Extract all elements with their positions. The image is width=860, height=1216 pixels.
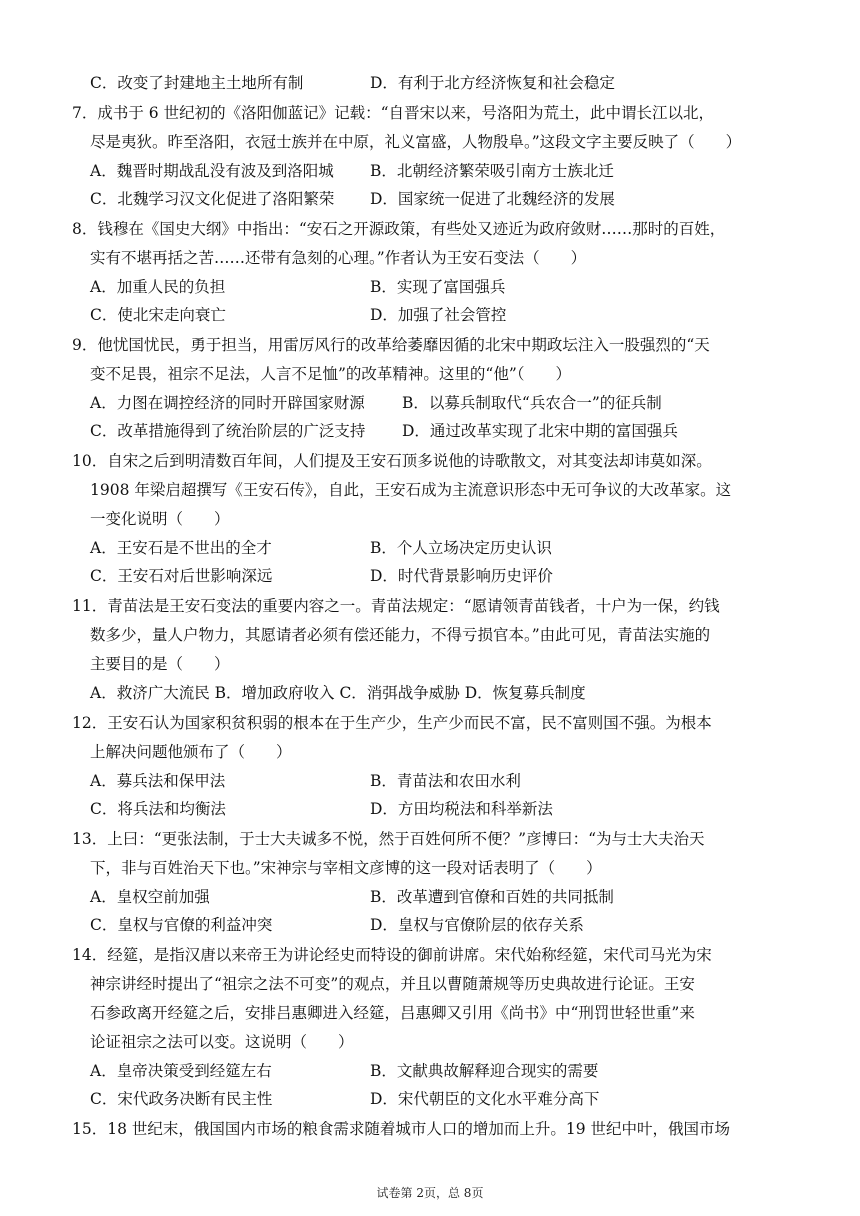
q8-stem-line2: 实有不堪再括之苦……还带有急刻的心理。”作者认为王安石变法（ ） bbox=[90, 249, 587, 267]
q7-option-a: A．魏晋时期战乱没有波及到洛阳城 bbox=[90, 162, 334, 180]
q14-stem-line2: 神宗讲经时提出了“祖宗之法不可变”的观点，并且以曹随萧规等历史典故进行论证。王安 bbox=[90, 975, 695, 993]
q7-stem-line1: 7．成书于 6 世纪初的《洛阳伽蓝记》记载：“自晋宋以来，号洛阳为荒土，此中谓长江以北， bbox=[72, 104, 715, 122]
q12-stem-line1: 12．王安石认为国家积贫积弱的根本在于生产少，生产少而民不富，民不富则国不强。为根本 bbox=[72, 714, 712, 732]
q7-option-c: C．北魏学习汉文化促进了洛阳繁荣 bbox=[90, 190, 335, 208]
q10-option-c: C．王安石对后世影响深远 bbox=[90, 567, 273, 585]
q14-option-a: A．皇帝决策受到经筵左右 bbox=[90, 1062, 272, 1080]
q14-stem-line3: 石参政离开经筵之后，安排吕惠卿进入经筵，吕惠卿又引用《尚书》中“刑罚世轻世重”来 bbox=[90, 1004, 695, 1022]
q10-option-d: D．时代背景影响历史评价 bbox=[370, 567, 553, 585]
q11-stem-line2: 数多少，量人户物力，其愿请者必须有偿还能力，不得亏损官本。”由此可见，青苗法实施的 bbox=[90, 626, 711, 644]
q8-stem-line1: 8．钱穆在《国史大纲》中指出：“安石之开源政策，有些处又迹近为政府敛财……那时的百姓， bbox=[72, 220, 726, 238]
q9-stem-line2: 变不足畏，祖宗不足法，人言不足恤”的改革精神。这里的“他”（ ） bbox=[90, 365, 572, 383]
q9-option-d: D．通过改革实现了北宋中期的富国强兵 bbox=[402, 422, 678, 440]
q14-stem-line1: 14．经筵，是指汉唐以来帝王为讲论经史而特设的御前讲席。宋代始称经筵，宋代司马光为宋 bbox=[72, 946, 712, 964]
q6-option-c: C．改变了封建地主土地所有制 bbox=[90, 74, 304, 92]
q14-stem-line4: 论证祖宗之法可以变。这说明（ ） bbox=[90, 1033, 354, 1051]
q11-stem-line1: 11．青苗法是王安石变法的重要内容之一。青苗法规定：“愿请领青苗钱者，十户为一保，约钱 bbox=[72, 597, 720, 615]
q13-option-d: D．皇权与官僚阶层的依存关系 bbox=[370, 916, 584, 934]
q14-option-c: C．宋代政务决断有民主性 bbox=[90, 1090, 273, 1108]
q9-option-a: A．力图在调控经济的同时开辟国家财源 bbox=[90, 394, 365, 412]
q14-option-b: B．文献典故解释迎合现实的需要 bbox=[370, 1062, 599, 1080]
q8-option-b: B．实现了富国强兵 bbox=[370, 278, 506, 296]
q8-option-d: D．加强了社会管控 bbox=[370, 306, 507, 324]
q12-option-b: B．青苗法和农田水利 bbox=[370, 772, 521, 790]
q9-option-b: B．以募兵制取代“兵农合一”的征兵制 bbox=[402, 394, 662, 412]
q15-stem-line1: 15．18 世纪末，俄国国内市场的粮食需求随着城市人口的增加而上升。19 世纪中叶，俄国市场 bbox=[72, 1120, 731, 1138]
q7-option-b: B．北朝经济繁荣吸引南方士族北迁 bbox=[370, 162, 614, 180]
q10-stem-line2: 1908 年梁启超撰写《王安石传》，自此，王安石成为主流意识形态中无可争议的大改革家。这 bbox=[90, 481, 732, 499]
q10-stem-line3: 一变化说明（ ） bbox=[90, 510, 230, 528]
q13-option-a: A．皇权空前加强 bbox=[90, 888, 210, 906]
q12-option-a: A．募兵法和保甲法 bbox=[90, 772, 226, 790]
q10-option-b: B．个人立场决定历史认识 bbox=[370, 539, 552, 557]
q14-option-d: D．宋代朝臣的文化水平难分高下 bbox=[370, 1090, 600, 1108]
q12-stem-line2: 上解决问题他颁布了（ ） bbox=[90, 743, 292, 761]
q8-option-a: A．加重人民的负担 bbox=[90, 278, 226, 296]
q13-stem-line2: 下，非与百姓治天下也。”宋神宗与宰相文彦博的这一段对话表明了（ ） bbox=[90, 859, 602, 877]
q13-stem-line1: 13．上曰：“更张法制，于士大夫诚多不悦，然于百姓何所不便？”彦博曰：“为与士大夫治天 bbox=[72, 830, 705, 848]
q6-option-d: D．有利于北方经济恢复和社会稳定 bbox=[370, 74, 615, 92]
q9-stem-line1: 9．他忧国忧民，勇于担当，用雷厉风行的改革给萎靡因循的北宋中期政坛注入一股强烈的“天 bbox=[72, 336, 710, 354]
q11-options: A．救济广大流民 B．增加政府收入 C．消弭战争威胁 D．恢复募兵制度 bbox=[90, 684, 586, 702]
q12-option-c: C．将兵法和均衡法 bbox=[90, 800, 226, 818]
q13-option-c: C．皇权与官僚的利益冲突 bbox=[90, 916, 273, 934]
q9-option-c: C．改革措施得到了统治阶层的广泛支持 bbox=[90, 422, 366, 440]
q11-stem-line3: 主要目的是（ ） bbox=[90, 655, 230, 673]
q12-option-d: D．方田均税法和科举新法 bbox=[370, 800, 553, 818]
q13-option-b: B．改革遭到官僚和百姓的共同抵制 bbox=[370, 888, 614, 906]
q10-stem-line1: 10．自宋之后到明清数百年间，人们提及王安石顶多说他的诗歌散文，对其变法却讳莫如深。 bbox=[72, 452, 712, 470]
page-footer: 试卷第 2页，总 8页 bbox=[376, 1186, 484, 1200]
q8-option-c: C．使北宋走向衰亡 bbox=[90, 306, 226, 324]
q10-option-a: A．王安石是不世出的全才 bbox=[90, 539, 272, 557]
q7-stem-line2: 尽是夷狄。昨至洛阳，衣冠士族并在中原，礼义富盛，人物殷阜。”这段文字主要反映了（ ） bbox=[90, 133, 742, 151]
q7-option-d: D．国家统一促进了北魏经济的发展 bbox=[370, 190, 615, 208]
